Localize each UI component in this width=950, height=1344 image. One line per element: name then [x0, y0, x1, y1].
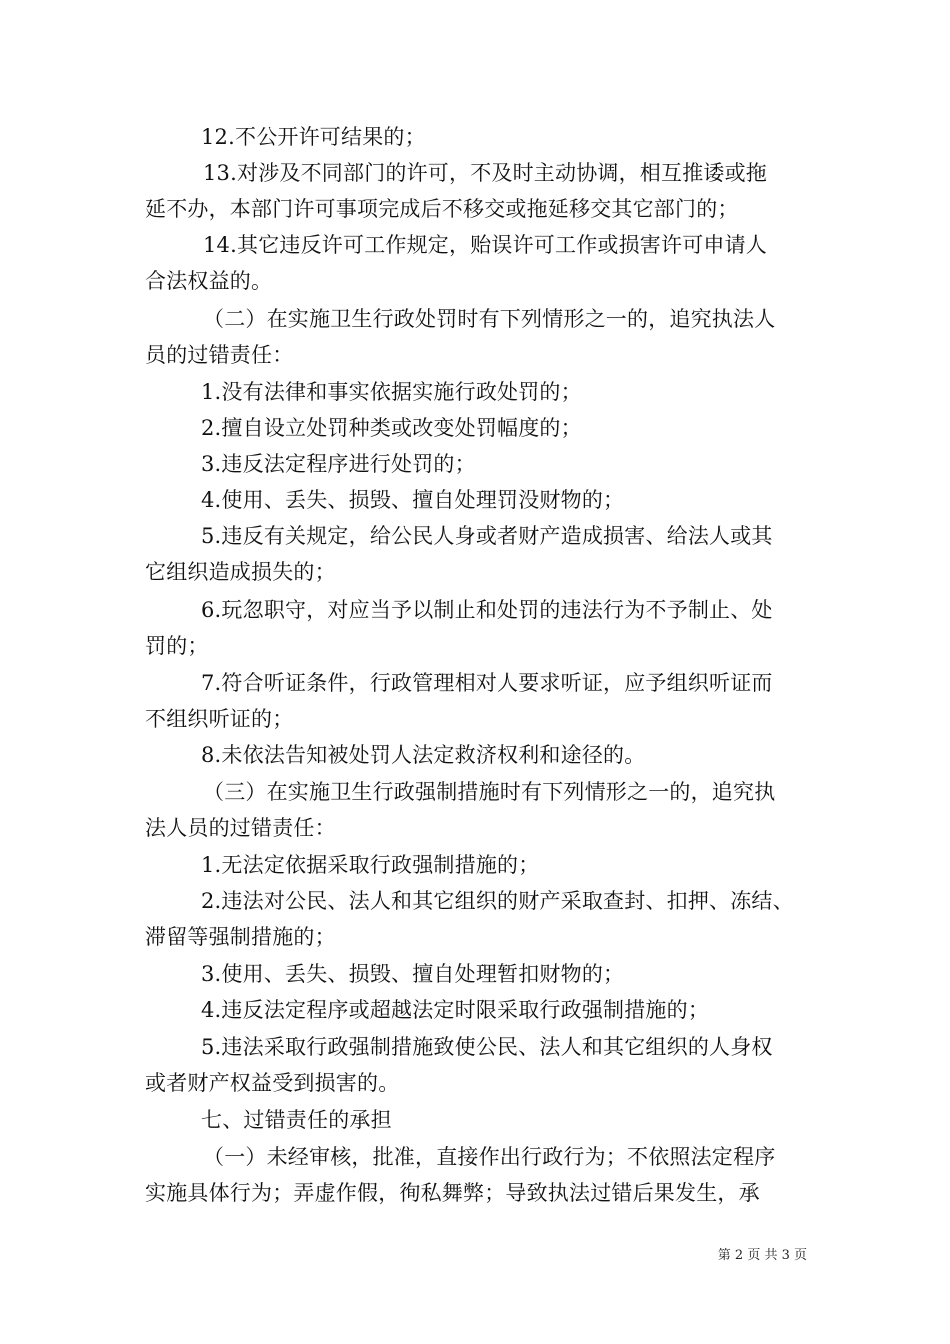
section-heading: 七、过错责任的承担 — [201, 1108, 392, 1132]
text-line: 6.玩忽职守，对应当予以制止和处罚的违法行为不予制止、处 — [201, 598, 773, 622]
page-number-footer: 第 2 页 共 3 页 — [717, 1248, 807, 1263]
text-line: 8.未依法告知被处罚人法定救济权利和途径的。 — [201, 743, 646, 767]
text-line: 3.违反法定程序进行处罚的； — [201, 452, 476, 476]
text-line: （一）未经审核，批准，直接作出行政行为；不依照法定程序 — [203, 1145, 776, 1169]
text-line: 13.对涉及不同部门的许可，不及时主动协调，相互推诿或拖 — [203, 161, 767, 185]
text-line: 5.违反有关规定，给公民人身或者财产造成损害、给法人或其 — [201, 524, 773, 548]
text-line: 合法权益的。 — [145, 269, 273, 293]
text-line: 4.使用、丢失、损毁、擅自处理罚没财物的； — [201, 488, 625, 512]
text-line: 它组织造成损失的； — [145, 560, 336, 584]
text-line: 罚的； — [145, 634, 209, 658]
text-line: 延不办，本部门许可事项完成后不移交或拖延移交其它部门的； — [145, 197, 739, 221]
text-line: 14.其它违反许可工作规定，贻误许可工作或损害许可申请人 — [203, 233, 767, 257]
text-line: 1.没有法律和事实依据实施行政处罚的； — [201, 380, 582, 404]
text-line: 不组织听证的； — [145, 707, 294, 731]
text-line: （二）在实施卫生行政处罚时有下列情形之一的，追究执法人 — [203, 307, 776, 331]
text-line: 2.违法对公民、法人和其它组织的财产采取查封、扣押、冻结、 — [201, 889, 794, 913]
text-line: 2.擅自设立处罚种类或改变处罚幅度的； — [201, 416, 582, 440]
text-line: 法人员的过错责任： — [145, 816, 336, 840]
text-line: 实施具体行为；弄虚作假，徇私舞弊；导致执法过错后果发生，承 — [145, 1181, 760, 1205]
text-line: 或者财产权益受到损害的。 — [145, 1071, 400, 1095]
text-line: 12.不公开许可结果的； — [201, 125, 426, 149]
text-line: 员的过错责任： — [145, 343, 294, 367]
text-line: 3.使用、丢失、损毁、擅自处理暂扣财物的； — [201, 962, 625, 986]
text-line: （三）在实施卫生行政强制措施时有下列情形之一的，追究执 — [203, 780, 776, 804]
text-line: 1.无法定依据采取行政强制措施的； — [201, 853, 540, 877]
text-line: 滞留等强制措施的； — [145, 925, 336, 949]
text-line: 4.违反法定程序或超越法定时限采取行政强制措施的； — [201, 998, 710, 1022]
text-line: 7.符合听证条件，行政管理相对人要求听证，应予组织听证而 — [201, 671, 773, 695]
text-line: 5.违法采取行政强制措施致使公民、法人和其它组织的人身权 — [201, 1035, 773, 1059]
